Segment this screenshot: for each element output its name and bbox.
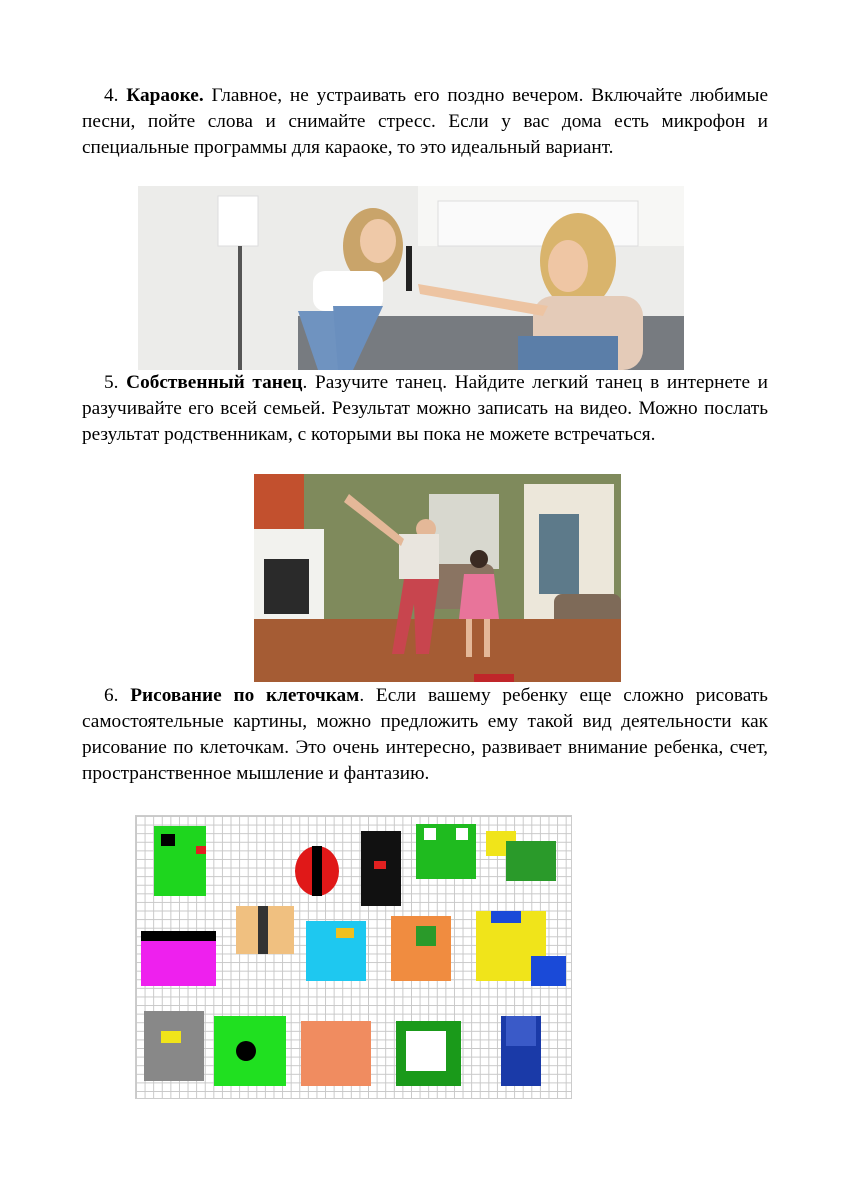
item-number: 6. — [104, 685, 119, 706]
paragraph-karaoke — [82, 83, 768, 161]
pixel-art-image — [135, 815, 572, 1099]
item-number: 5. — [104, 372, 119, 393]
paragraph-pixel-drawing — [82, 683, 768, 787]
item-title: Рисование по клеточкам — [130, 685, 360, 706]
item-title: Караоке. — [126, 85, 204, 106]
item-text: . Если вашему ребенку еще сложно рисовать самостоятельные картины, можно предложить ему такой вид деятельности как рисование по клеточкам. Это очень интересно, развивает внимание ребенка, счет, пространственное мышление и фантазию. — [82, 685, 768, 784]
item-text: . Разучите танец. Найдите легкий танец в интернете и разучивайте его всей семьей. Результат можно записать на видео. Можно послать результат родственникам, с которыми вы пока не можете встречаться. — [82, 372, 768, 445]
item-title: Собственный танец — [126, 372, 303, 393]
dance-photo — [254, 474, 621, 682]
paragraph-dance — [82, 370, 768, 448]
item-number: 4. — [104, 85, 119, 106]
karaoke-photo — [138, 186, 684, 370]
item-text: Главное, не устраивать его поздно вечером. Включайте любимые песни, пойте слова и снимайте стресс. Если у вас дома есть микрофон и специальные программы для караоке, то это идеальный вариант. — [82, 85, 768, 158]
